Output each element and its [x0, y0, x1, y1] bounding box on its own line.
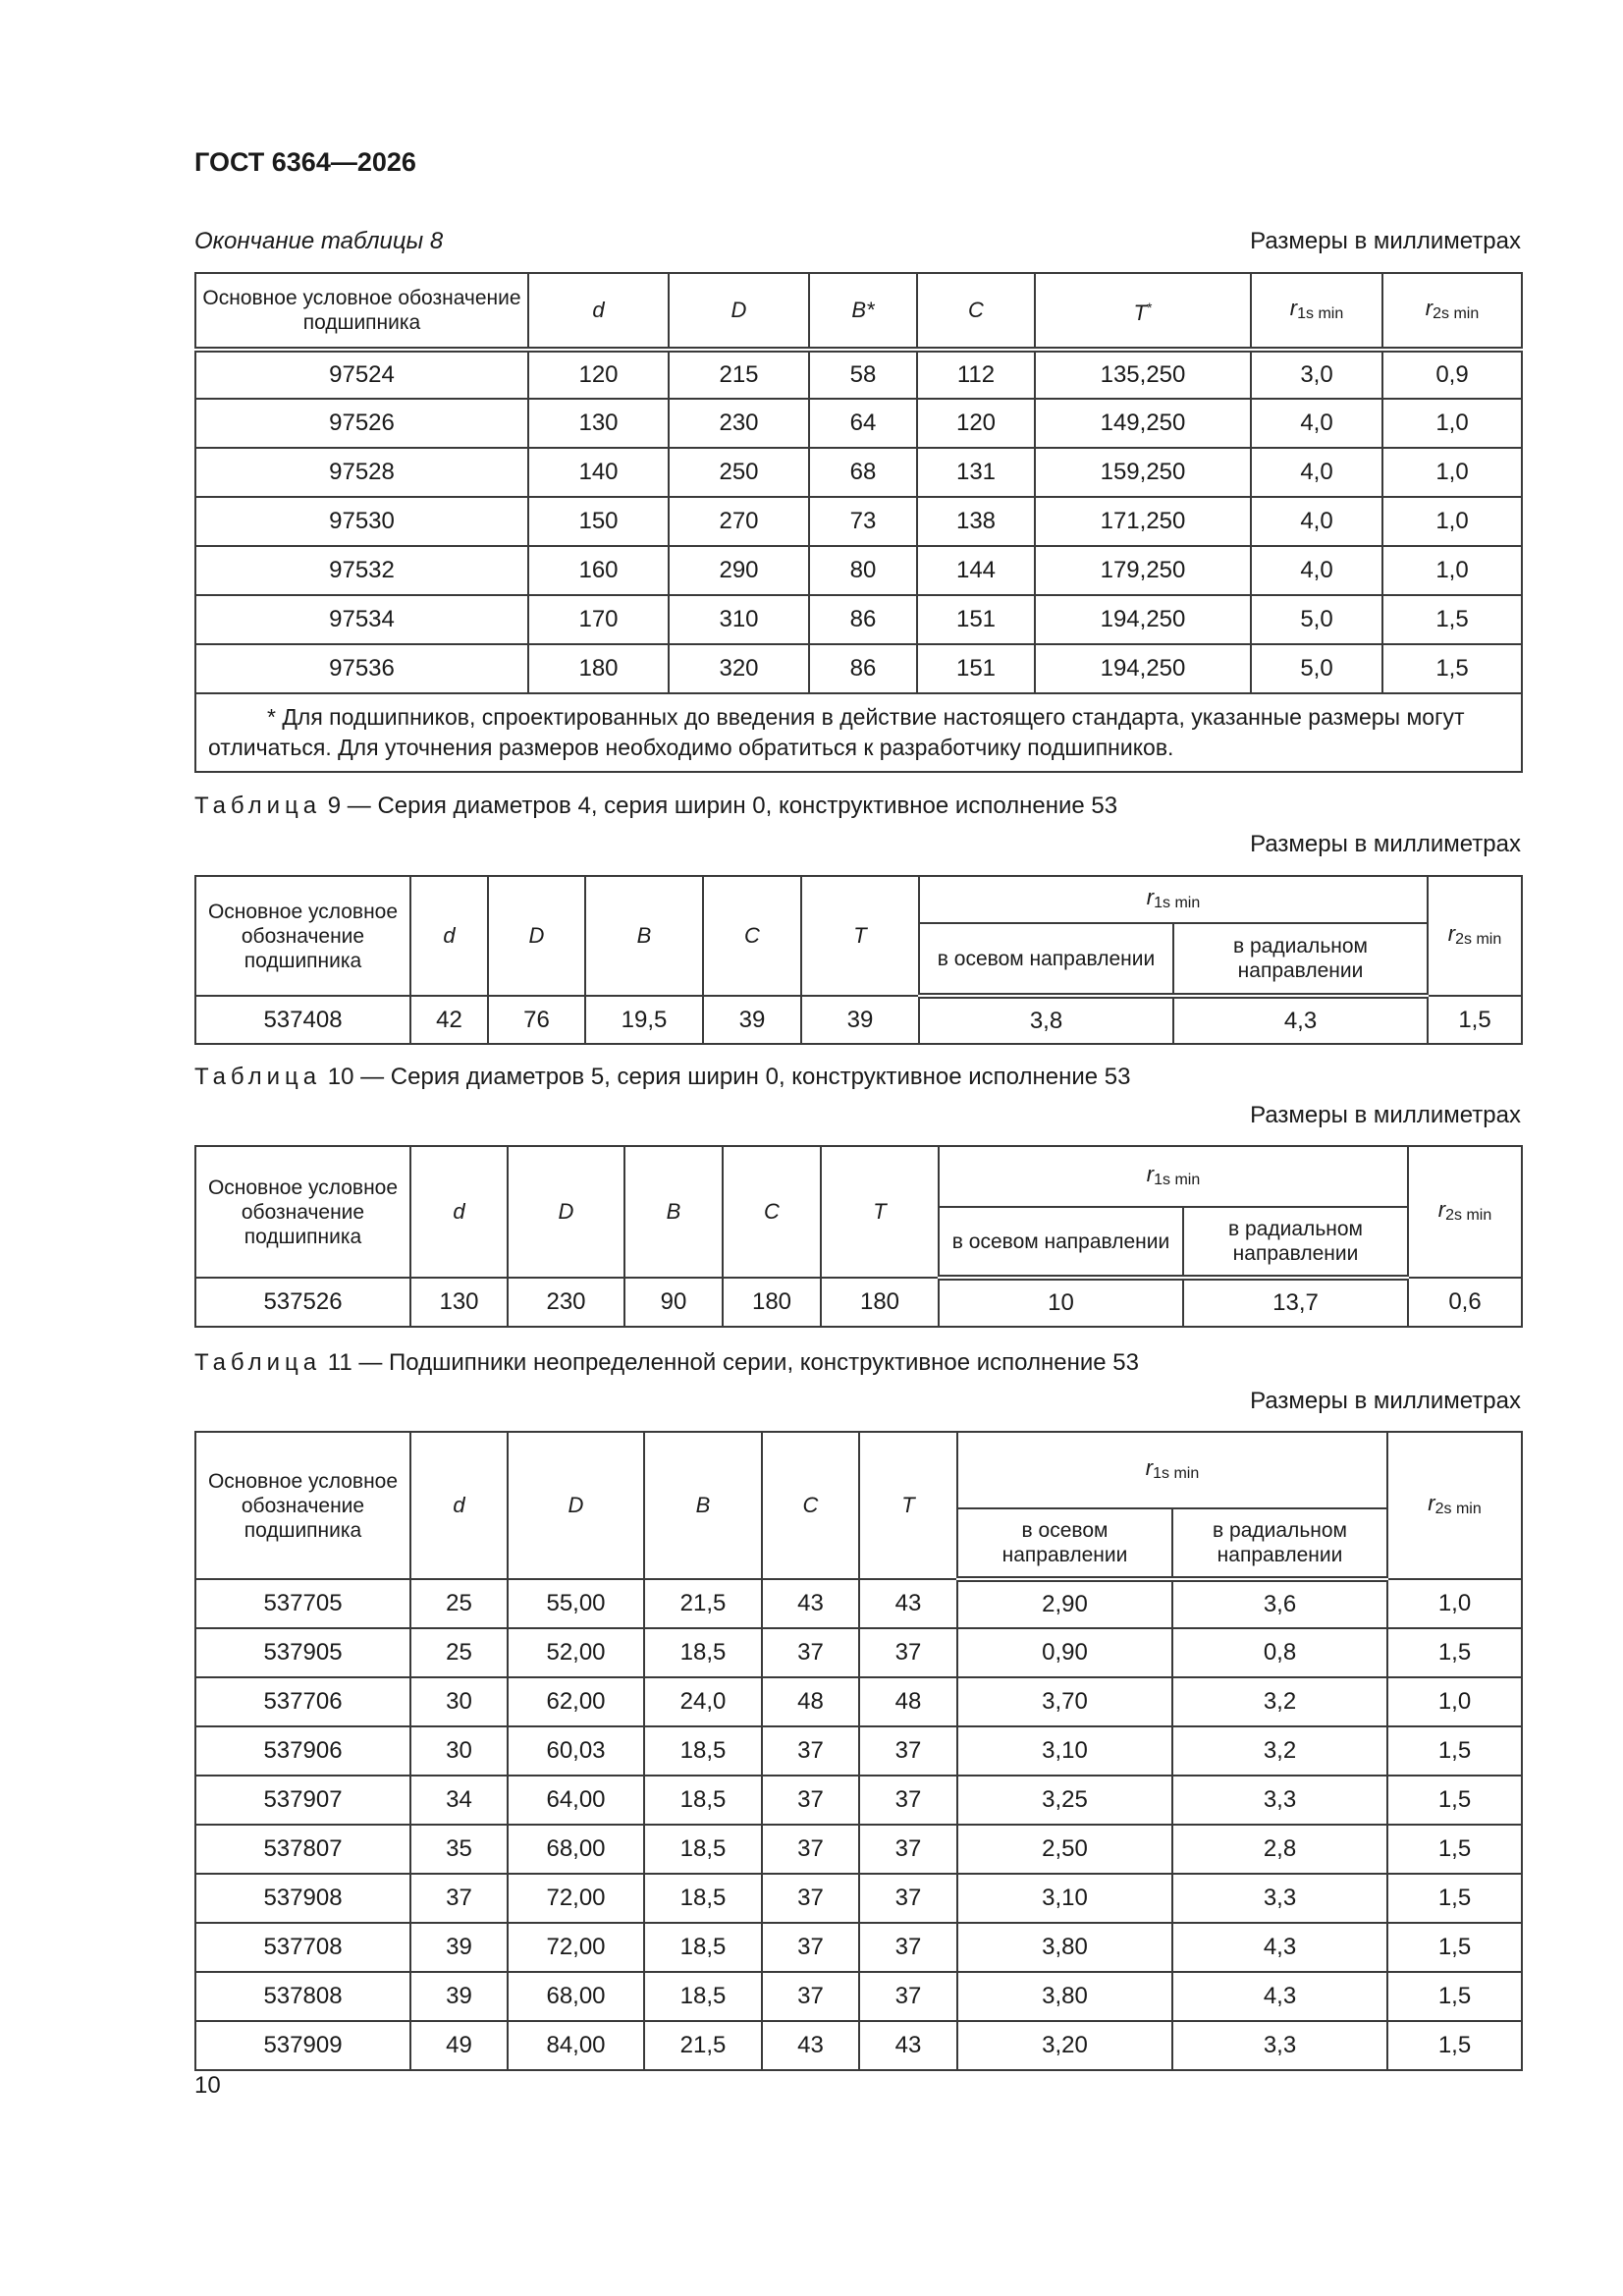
table-cell: 270 [669, 497, 809, 546]
col-T: T* [1035, 273, 1251, 350]
table10-caption: Таблица 10 — Серия диаметров 5, серия ширин 0, конструктивное исполнение 53 [194, 1064, 1131, 1090]
table-cell: 0,90 [957, 1628, 1172, 1677]
table-cell: 30 [410, 1677, 508, 1726]
table9-caption: Таблица 9 — Серия диаметров 4, серия ширин 0, конструктивное исполнение 53 [194, 793, 1118, 819]
col-r2s-min: $r_{2s min}$ [1428, 876, 1522, 996]
table-cell: 4,3 [1172, 1923, 1387, 1972]
table-cell: 138 [917, 497, 1035, 546]
table-row [195, 1972, 1522, 2021]
table-cell: 3,80 [957, 1972, 1172, 2021]
table-row [195, 1579, 1522, 1628]
table-cell: 1,0 [1387, 1677, 1522, 1726]
table-row [195, 1776, 1522, 1825]
table-cell: 39 [410, 1972, 508, 2021]
table-cell: 151 [917, 644, 1035, 693]
col-D: D [508, 1432, 644, 1579]
col-axial: в осевом направлении [919, 923, 1173, 996]
table-cell: 250 [669, 448, 809, 497]
table-cell: 37 [859, 1776, 957, 1825]
cell-designation: 537808 [195, 1972, 410, 2021]
cell-designation: 537905 [195, 1628, 410, 1677]
table-cell: 55,00 [508, 1579, 644, 1628]
table-cell: 131 [917, 448, 1035, 497]
col-radial: в радиальном направлении [1183, 1207, 1408, 1278]
table-cell: 4,0 [1251, 399, 1382, 448]
table-cell: 72,00 [508, 1923, 644, 1972]
table-cell: 37 [762, 1972, 859, 2021]
table-row [195, 1923, 1522, 1972]
col-r2s-min: $r_{2s min}$ [1408, 1146, 1522, 1278]
table-cell: 3,3 [1172, 1776, 1387, 1825]
table9 [194, 875, 1523, 1045]
col-d: d [410, 1146, 508, 1278]
table-cell: 3,8 [919, 996, 1173, 1044]
table-cell: 37 [859, 1972, 957, 2021]
table-cell: 68 [809, 448, 917, 497]
table-cell: 151 [917, 595, 1035, 644]
table-cell: 35 [410, 1825, 508, 1874]
table-cell: 1,0 [1382, 448, 1522, 497]
col-T: T [801, 876, 919, 996]
table-cell: 120 [528, 350, 669, 399]
table-cell: 48 [859, 1677, 957, 1726]
col-d: d [410, 876, 488, 996]
table-cell: 37 [859, 1923, 957, 1972]
table-cell: 1,0 [1382, 546, 1522, 595]
table-cell: 150 [528, 497, 669, 546]
cell-designation: 97524 [195, 350, 528, 399]
table8-caption: Окончание таблицы 8 [194, 228, 444, 254]
table-cell: 0,6 [1408, 1278, 1522, 1327]
table-cell: 37 [859, 1874, 957, 1923]
table-cell: 62,00 [508, 1677, 644, 1726]
cell-designation: 537906 [195, 1726, 410, 1776]
table-cell: 5,0 [1251, 595, 1382, 644]
table-cell: 3,20 [957, 2021, 1172, 2070]
table-cell: 49 [410, 2021, 508, 2070]
col-designation: Основное условное обозначение подшипника [195, 273, 528, 350]
table-cell: 3,2 [1172, 1677, 1387, 1726]
table-cell: 3,6 [1172, 1579, 1387, 1628]
table-cell: 37 [762, 1726, 859, 1776]
table-cell: 37 [859, 1628, 957, 1677]
table-cell: 1,5 [1387, 1972, 1522, 2021]
cell-designation: 97526 [195, 399, 528, 448]
col-C: C [723, 1146, 821, 1278]
table8-footnote: * Для подшипников, спроектированных до введения в действие настоящего стандарта, указанные размеры могут отличаться. Для уточнения размеров необходимо обратиться к разработчику подшипников. [195, 693, 1522, 772]
table-cell: 1,5 [1387, 1726, 1522, 1776]
table-cell: 1,0 [1387, 1579, 1522, 1628]
cell-designation: 537807 [195, 1825, 410, 1874]
table-cell: 2,50 [957, 1825, 1172, 1874]
col-d: d [410, 1432, 508, 1579]
table-cell: 3,3 [1172, 2021, 1387, 2070]
table-cell: 144 [917, 546, 1035, 595]
table-cell: 84,00 [508, 2021, 644, 2070]
table-cell: 43 [859, 2021, 957, 2070]
table-cell: 160 [528, 546, 669, 595]
table-cell: 4,3 [1172, 1972, 1387, 2021]
table-cell: 34 [410, 1776, 508, 1825]
table-cell: 18,5 [644, 1972, 762, 2021]
table-cell: 21,5 [644, 1579, 762, 1628]
col-B: B [624, 1146, 723, 1278]
table-cell: 43 [762, 2021, 859, 2070]
cell-designation: 537708 [195, 1923, 410, 1972]
col-axial: в осевом направлении [939, 1207, 1183, 1278]
table-cell: 18,5 [644, 1726, 762, 1776]
table-cell: 135,250 [1035, 350, 1251, 399]
table-cell: 3,10 [957, 1874, 1172, 1923]
col-designation: Основное условное обозначение подшипника [195, 876, 410, 996]
table-cell: 149,250 [1035, 399, 1251, 448]
table11-caption: Таблица 11 — Подшипники неопределенной серии, конструктивное исполнение 53 [194, 1349, 1139, 1376]
col-r1s-min: $r_{1s min}$ [939, 1146, 1408, 1207]
table-cell: 112 [917, 350, 1035, 399]
table-row [195, 1825, 1522, 1874]
table-cell: 18,5 [644, 1923, 762, 1972]
table-cell: 0,8 [1172, 1628, 1387, 1677]
page-number: 10 [194, 2072, 221, 2099]
table10 [194, 1145, 1523, 1328]
table-cell: 159,250 [1035, 448, 1251, 497]
col-B: B [585, 876, 703, 996]
table-row [195, 1628, 1522, 1677]
table-row [195, 2021, 1522, 2070]
table-cell: 1,5 [1387, 1776, 1522, 1825]
table-cell: 5,0 [1251, 644, 1382, 693]
table-cell: 4,0 [1251, 497, 1382, 546]
table-cell: 37 [859, 1726, 957, 1776]
col-D: D [508, 1146, 624, 1278]
table-cell: 21,5 [644, 2021, 762, 2070]
col-radial: в радиальном направлении [1172, 1508, 1387, 1579]
table-cell: 60,03 [508, 1726, 644, 1776]
table-cell: 1,5 [1387, 1825, 1522, 1874]
table-cell: 3,2 [1172, 1726, 1387, 1776]
cell-designation: 97534 [195, 595, 528, 644]
table-cell: 24,0 [644, 1677, 762, 1726]
table-cell: 37 [762, 1628, 859, 1677]
cell-designation: 97528 [195, 448, 528, 497]
table-cell: 180 [821, 1278, 939, 1327]
cell-designation: 537907 [195, 1776, 410, 1825]
table-cell: 180 [528, 644, 669, 693]
table11-units: Размеры в миллиметрах [1250, 1388, 1521, 1414]
table-row [195, 1278, 1522, 1327]
table-row [195, 497, 1522, 546]
table-cell: 2,90 [957, 1579, 1172, 1628]
cell-designation: 537909 [195, 2021, 410, 2070]
table-row [195, 595, 1522, 644]
table8 [194, 272, 1523, 773]
table-cell: 120 [917, 399, 1035, 448]
table-cell: 194,250 [1035, 595, 1251, 644]
table-cell: 72,00 [508, 1874, 644, 1923]
table-cell: 1,5 [1387, 1628, 1522, 1677]
table-cell: 4,0 [1251, 546, 1382, 595]
cell-designation: 537408 [195, 996, 410, 1044]
col-r2s-min: $r_{2s min}$ [1382, 273, 1522, 350]
col-r1s-min: $r_{1s min}$ [957, 1432, 1387, 1508]
table-cell: 25 [410, 1579, 508, 1628]
table-cell: 170 [528, 595, 669, 644]
table-row [195, 350, 1522, 399]
table8-units: Размеры в миллиметрах [1250, 228, 1521, 254]
table-cell: 64,00 [508, 1776, 644, 1825]
table-cell: 48 [762, 1677, 859, 1726]
table-cell: 37 [859, 1825, 957, 1874]
table-cell: 3,10 [957, 1726, 1172, 1776]
cell-designation: 537908 [195, 1874, 410, 1923]
col-T: T [821, 1146, 939, 1278]
table-cell: 18,5 [644, 1628, 762, 1677]
cell-designation: 97536 [195, 644, 528, 693]
table-cell: 43 [859, 1579, 957, 1628]
col-r1s-min: $r_{1s min}$ [919, 876, 1428, 923]
table-cell: 25 [410, 1628, 508, 1677]
table-cell: 194,250 [1035, 644, 1251, 693]
table-cell: 68,00 [508, 1972, 644, 2021]
col-axial: в осевом направлении [957, 1508, 1172, 1579]
col-D: D [488, 876, 585, 996]
col-C: C [703, 876, 801, 996]
table-cell: 2,8 [1172, 1825, 1387, 1874]
table9-units: Размеры в миллиметрах [1250, 831, 1521, 857]
col-D: D [669, 273, 809, 350]
table-row [195, 546, 1522, 595]
table-cell: 230 [669, 399, 809, 448]
table-cell: 86 [809, 595, 917, 644]
table10-units: Размеры в миллиметрах [1250, 1102, 1521, 1128]
table-row [195, 1874, 1522, 1923]
table-cell: 0,9 [1382, 350, 1522, 399]
table-cell: 130 [410, 1278, 508, 1327]
table-cell: 1,5 [1382, 644, 1522, 693]
table-cell: 19,5 [585, 996, 703, 1044]
table-cell: 320 [669, 644, 809, 693]
table-cell: 39 [410, 1923, 508, 1972]
table-row [195, 448, 1522, 497]
table-cell: 1,5 [1387, 1874, 1522, 1923]
table-cell: 86 [809, 644, 917, 693]
table-cell: 64 [809, 399, 917, 448]
col-B: B [644, 1432, 762, 1579]
table-cell: 1,5 [1387, 1923, 1522, 1972]
table-cell: 39 [801, 996, 919, 1044]
cell-designation: 537526 [195, 1278, 410, 1327]
cell-designation: 97530 [195, 497, 528, 546]
col-T: T [859, 1432, 957, 1579]
table-cell: 80 [809, 546, 917, 595]
table-row [195, 996, 1522, 1044]
table-row [195, 1726, 1522, 1776]
table-cell: 180 [723, 1278, 821, 1327]
table-cell: 130 [528, 399, 669, 448]
table-cell: 140 [528, 448, 669, 497]
table-cell: 290 [669, 546, 809, 595]
table-cell: 68,00 [508, 1825, 644, 1874]
table-cell: 4,3 [1173, 996, 1428, 1044]
table-cell: 310 [669, 595, 809, 644]
col-designation: Основное условное обозначение подшипника [195, 1146, 410, 1278]
table-cell: 39 [703, 996, 801, 1044]
col-designation: Основное условное обозначение подшипника [195, 1432, 410, 1579]
table-cell: 4,0 [1251, 448, 1382, 497]
table-row [195, 644, 1522, 693]
table-cell: 215 [669, 350, 809, 399]
table-row [195, 1677, 1522, 1726]
table-cell: 18,5 [644, 1825, 762, 1874]
table-cell: 3,80 [957, 1923, 1172, 1972]
col-d: d [528, 273, 669, 350]
table-cell: 76 [488, 996, 585, 1044]
table-cell: 3,3 [1172, 1874, 1387, 1923]
table-cell: 18,5 [644, 1874, 762, 1923]
table-cell: 37 [762, 1776, 859, 1825]
table-cell: 30 [410, 1726, 508, 1776]
cell-designation: 537706 [195, 1677, 410, 1726]
col-r2s-min: $r_{2s min}$ [1387, 1432, 1522, 1579]
table-cell: 10 [939, 1278, 1183, 1327]
table-cell: 52,00 [508, 1628, 644, 1677]
table-cell: 1,0 [1382, 497, 1522, 546]
table-row [195, 399, 1522, 448]
col-r1s-min: $r_{1s min}$ [1251, 273, 1382, 350]
table-cell: 1,5 [1382, 595, 1522, 644]
table-cell: 37 [762, 1825, 859, 1874]
col-radial: в радиальном направлении [1173, 923, 1428, 996]
cell-designation: 97532 [195, 546, 528, 595]
table-cell: 18,5 [644, 1776, 762, 1825]
table-cell: 230 [508, 1278, 624, 1327]
document-title: ГОСТ 6364—2026 [194, 147, 416, 177]
table-cell: 58 [809, 350, 917, 399]
table-cell: 179,250 [1035, 546, 1251, 595]
col-B: B* [809, 273, 917, 350]
table-cell: 1,5 [1428, 996, 1522, 1044]
col-C: C [762, 1432, 859, 1579]
table-cell: 1,5 [1387, 2021, 1522, 2070]
table-cell: 171,250 [1035, 497, 1251, 546]
table-cell: 43 [762, 1579, 859, 1628]
table-cell: 3,25 [957, 1776, 1172, 1825]
table-cell: 90 [624, 1278, 723, 1327]
table-cell: 73 [809, 497, 917, 546]
table-cell: 37 [762, 1874, 859, 1923]
table-cell: 13,7 [1183, 1278, 1408, 1327]
col-C: C [917, 273, 1035, 350]
table-cell: 3,0 [1251, 350, 1382, 399]
table-cell: 37 [410, 1874, 508, 1923]
table-cell: 37 [762, 1923, 859, 1972]
table-cell: 1,0 [1382, 399, 1522, 448]
table-cell: 42 [410, 996, 488, 1044]
cell-designation: 537705 [195, 1579, 410, 1628]
table-cell: 3,70 [957, 1677, 1172, 1726]
table11 [194, 1431, 1523, 2071]
